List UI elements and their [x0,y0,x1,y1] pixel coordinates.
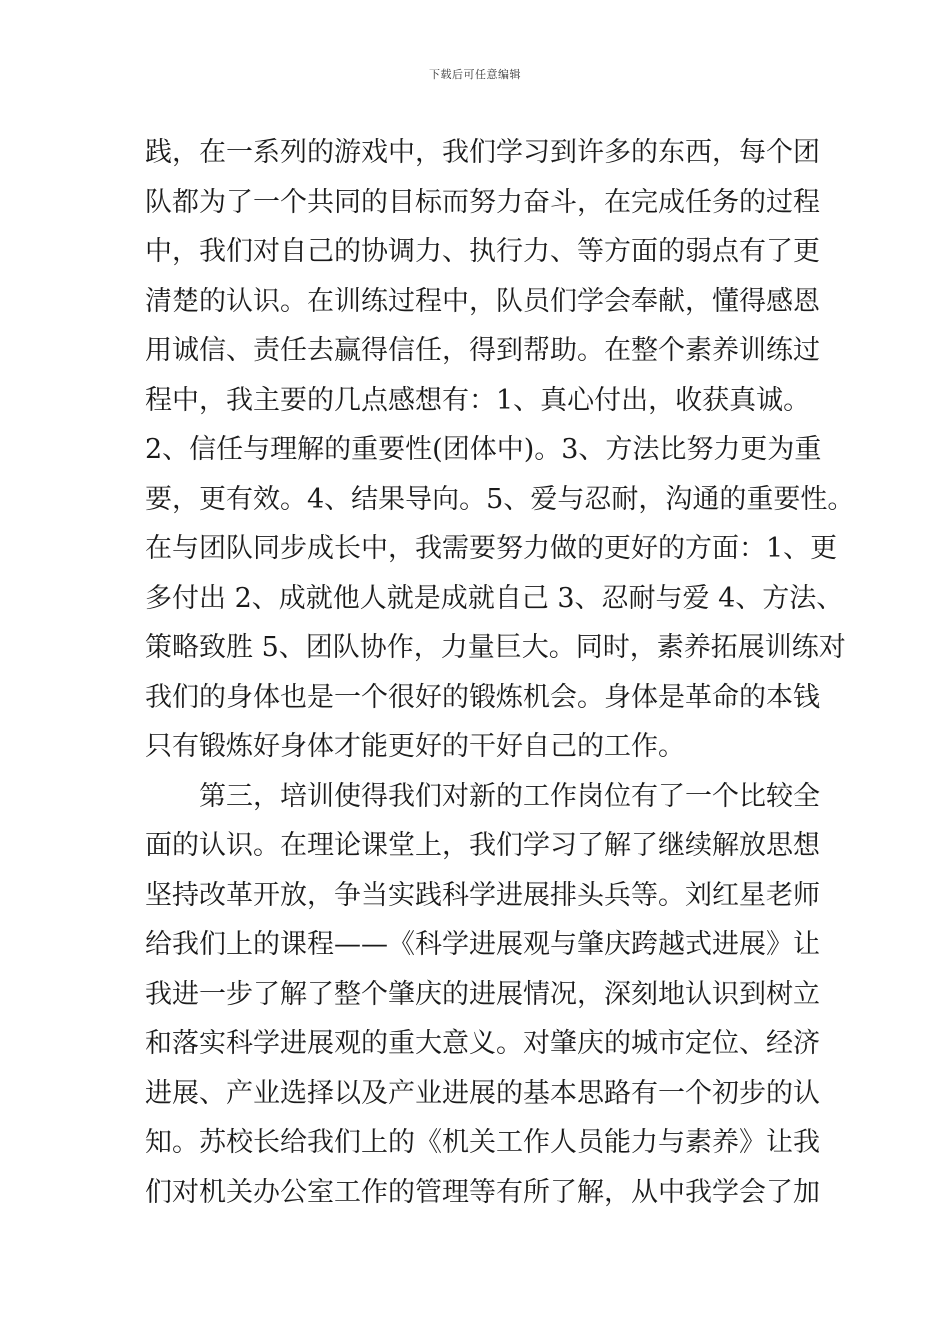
text-line: 只有锻炼好身体才能更好的干好自己的工作。 [145,731,685,762]
document-body [145,128,855,1217]
text-line: 我们的身体也是一个很好的锻炼机会。身体是革命的本钱 [145,681,820,713]
text-line: 知。苏校长给我们上的《机关工作人员能力与素养》让我 [145,1127,820,1158]
text-line: 策略致胜 5、团队协作，力量巨大。同时，素养拓展训练对 [145,632,846,663]
text-line: 面的认识。在理论课堂上，我们学习了解了继续解放思想 [145,830,820,861]
text-line: 进展、产业选择以及产业进展的基本思路有一个初步的认 [145,1077,820,1109]
text-line: 在与团队同步成长中，我需要努力做的更好的方面：1、更 [145,533,838,564]
text-line: 清楚的认识。在训练过程中，队员们学会奉献，懂得感恩 [145,285,820,317]
text-line: 多付出 2、成就他人就是成就自己 3、忍耐与爱 4、方法、 [145,582,844,614]
text-line: 坚持改革开放，争当实践科学进展排头兵等。刘红星老师 [145,879,820,911]
text-line: 第三，培训使得我们对新的工作岗位有了一个比较全 [145,780,820,812]
page-header: 下载后可任意编辑 [429,68,521,81]
text-line: 和落实科学进展观的重大意义。对肇庆的城市定位、经济 [145,1028,820,1059]
text-line: 践，在一系列的游戏中，我们学习到许多的东西，每个团 [145,137,820,168]
text-line: 我进一步了解了整个肇庆的进展情况，深刻地认识到树立 [145,978,820,1010]
text-line: 队都为了一个共同的目标而努力奋斗，在完成任务的过程 [145,186,820,218]
text-line: 2、信任与理解的重要性(团体中)。3、方法比努力更为重 [145,434,822,465]
text-line: 们对机关办公室工作的管理等有所了解，从中我学会了加 [145,1176,820,1208]
text-line: 要，更有效。4、结果导向。5、爱与忍耐，沟通的重要性。 [145,483,855,515]
text-line: 给我们上的课程——《科学进展观与肇庆跨越式进展》让 [145,929,820,960]
text-line: 用诚信、责任去赢得信任，得到帮助。在整个素养训练过 [145,335,820,366]
text-line: 程中，我主要的几点感想有：1、真心付出，收获真诚。 [145,384,811,416]
text-line: 中，我们对自己的协调力、执行力、等方面的弱点有了更 [145,236,820,267]
